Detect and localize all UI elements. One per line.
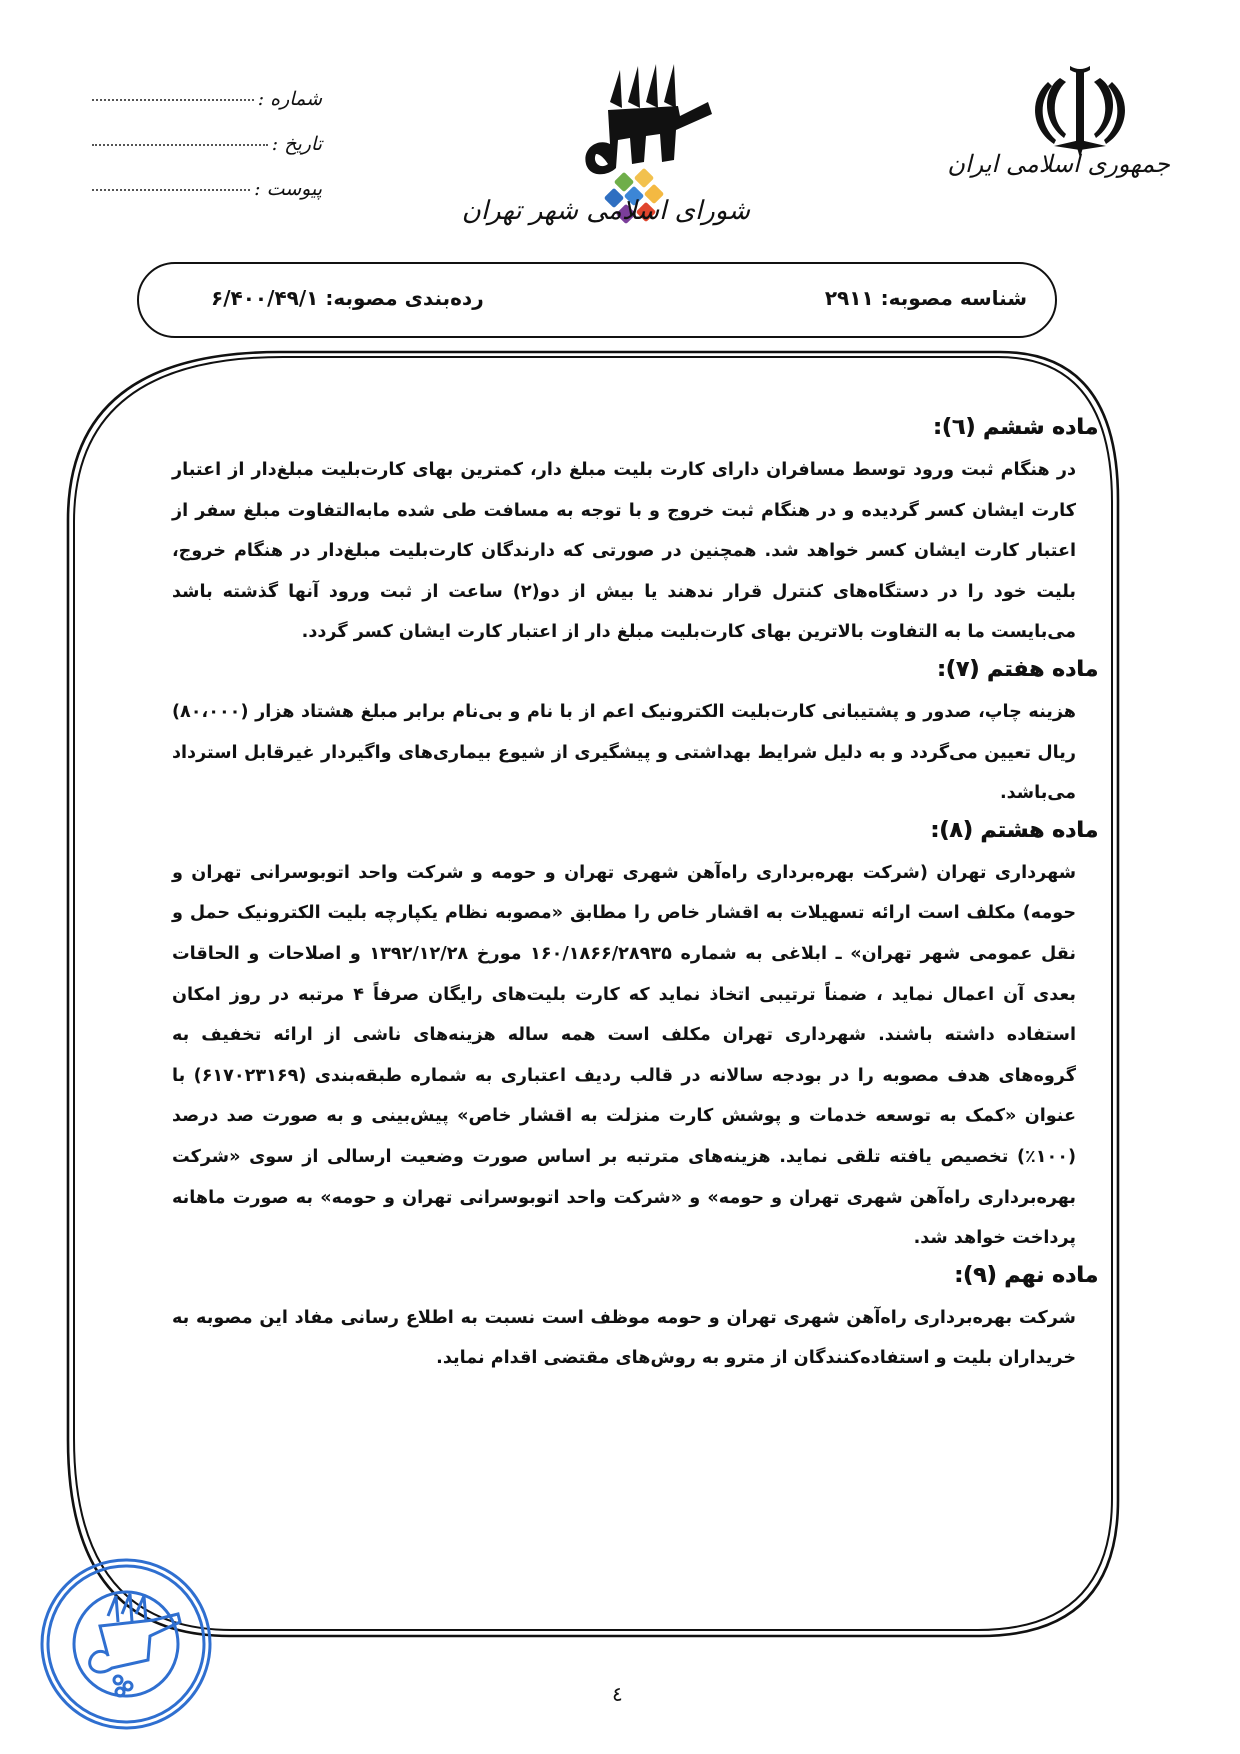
article-8-title: ماده هشتم (۸): [930, 817, 1098, 843]
attachment-label: پیوست : [254, 178, 322, 200]
article-7-title: ماده هفتم (۷): [936, 656, 1098, 682]
resolution-id-label: شناسه مصوبه: [880, 286, 1027, 310]
country-name: جمهوری اسلامی ایران [947, 150, 1170, 178]
stamp-middle-ring [48, 1566, 204, 1722]
resolution-classification-value: ۶/۴۰۰/۴۹/۱ [211, 286, 319, 310]
stamp-emblem [90, 1594, 180, 1672]
stamp-tile [114, 1676, 122, 1684]
article-9 [172, 1262, 1098, 1379]
article-7-body: هزینه چاپ، صدور و پشتیبانی کارت‌بلیت الکترونیک اعم از با نام و بی‌نام برابر مبلغ هشتاد هزار (۸۰،۰۰۰) ریال تعیین می‌گردد و به دلیل شرایط بهداشتی و پیشگیری از شیوع بیماری‌های واگیردار غیرقابل استرداد می‌باشد. [172, 701, 1076, 804]
article-7 [172, 656, 1098, 814]
stamp-outer-ring [42, 1560, 210, 1728]
article-6-body: در هنگام ثبت ورود توسط مسافران دارای کارت بلیت مبلغ دار، کمترین بهای کارت‌بلیت مبلغ‌دار از اعتبار کارت ایشان کسر گردیده و در هنگام ثبت خروج و با توجه به مسافت طی شده مابه‌التفاوت مبلغ سفر از اعتبار کارت ایشان کسر خواهد شد. همچنین در صورتی که دارندگان کارت‌بلیت مبلغ‌دار در هنگام خروج، بلیت خود را در دستگاه‌های کنترل قرار ندهند یا بیش از دو(۲) ساعت از ثبت ورود آنها گذشته باشد می‌بایست ما به التفاوت بالاترین بهای کارت‌بلیت مبلغ دار از اعتبار کارت ایشان کسر گردد. [172, 460, 1076, 643]
number-label: شماره : [257, 88, 322, 110]
resolution-id-value: ۲۹۱۱ [824, 286, 874, 310]
article-6 [172, 415, 1098, 653]
resolution-classification-label: رده‌بندی مصوبه: [325, 286, 484, 310]
article-6-title: ماده ششم (٦): [932, 415, 1098, 440]
article-8-body: شهرداری تهران (شرکت بهره‌برداری راه‌آهن شهری تهران و حومه و شرکت واحد اتوبوسرانی تهران و حومه) مکلف است ارائه تسهیلات به اقشار خاص را مطابق «مصوبه نظام یکپارچه بلیت الکترونیک حمل و نقل عمومی شهر تهران» ـ ابلاغی به شماره ۱۶۰/۱۸۶۶/۲۸۹۳۵ مورخ ۱۳۹۲/۱۲/۲۸ و اصلاحات و الحاقات بعدی آن اعمال نماید ، ضمناً ترتیبی اتخاذ نماید که کارت بلیت‌های رایگان صرفاً ۴ مرتبه در روز امکان استفاده داشته باشند. شهرداری تهران مکلف است همه ساله هزینه‌های ناشی از ارائه تخفیف به گروه‌های هدف مصوبه را در بودجه سالانه در قالب ردیف اعتباری به شماره طبقه‌بندی (۶۱۷۰۲۳۱۶۹) با عنوان «کمک به توسعه خدمات و پوشش کارت منزلت به اقشار خاص» پیش‌بینی و به صورت صد درصد (۱۰۰٪) تخصیص یافته تلقی نماید. هزینه‌های مترتبه بر اساس صورت وضعیت ارسالی از سوی «شرکت بهره‌برداری راه‌آهن شهری تهران و حومه» و «شرکت واحد اتوبوسرانی تهران و حومه» به صورت ماهانه پرداخت خواهد شد. [172, 862, 1076, 1249]
article-9-body: شرکت بهره‌برداری راه‌آهن شهری تهران و حومه موظف است نسبت به اطلاع رسانی مفاد این مصوبه به خریداران بلیت و استفاده‌کنندگان از مترو به روش‌های مقتضی اقدام نماید. [172, 1307, 1076, 1369]
official-stamp [38, 1556, 214, 1732]
article-8 [172, 817, 1098, 1259]
article-9-title: ماده نهم (۹): [954, 1262, 1098, 1288]
council-name: شورای اسلامی شهر تهران [461, 196, 750, 226]
resolution-articles [172, 415, 1098, 1383]
page-number: ٤ [612, 1682, 623, 1706]
date-label: تاریخ : [271, 133, 322, 155]
